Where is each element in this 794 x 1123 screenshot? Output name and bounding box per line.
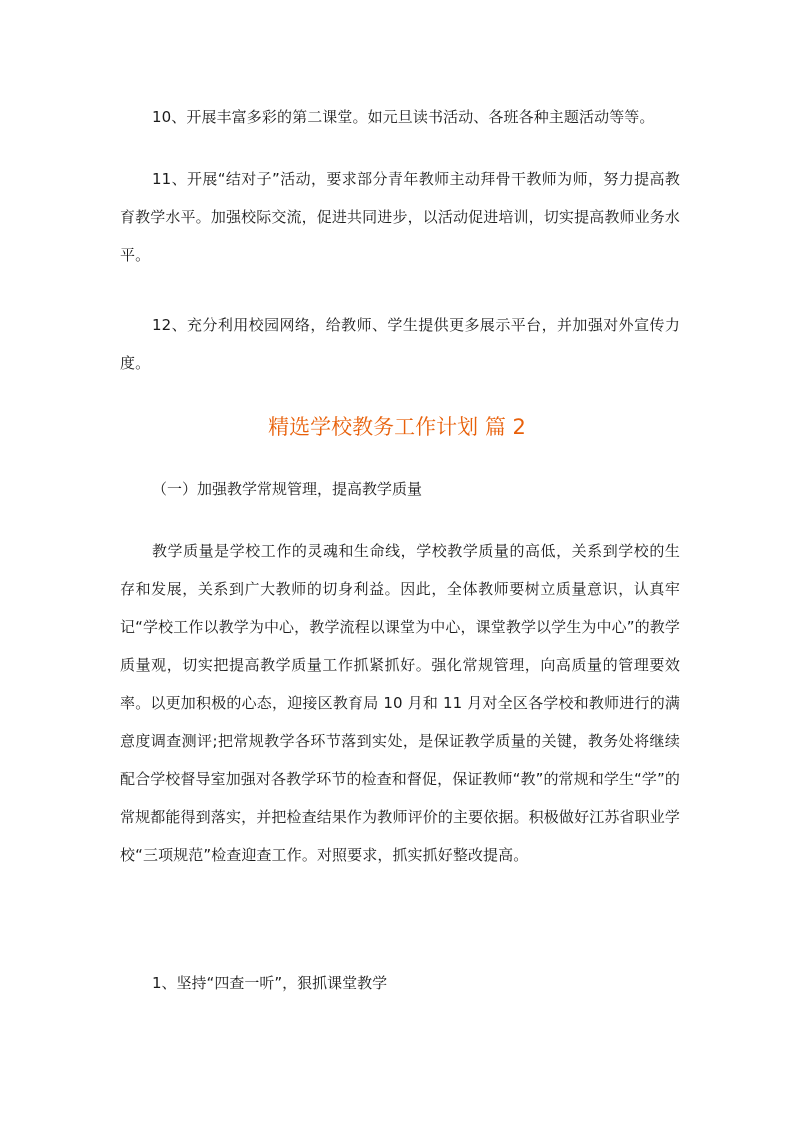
list-item-1: 1、坚持“四查一听”，狠抓课堂教学 (152, 974, 388, 992)
paragraph-11: 11、开展“结对子”活动，要求部分青年教师主动拜骨干教师为师，努力提高教育教学水平。加强校际交流，促进共同进步，以活动促进培训，切实提高教师业务水平。 (120, 170, 680, 264)
section-title: 精选学校教务工作计划 篇 2 (268, 415, 526, 439)
paragraph-10: 10、开展丰富多彩的第二课堂。如元旦读书活动、各班各种主题活动等等。 (152, 108, 655, 126)
body-paragraph: 教学质量是学校工作的灵魂和生命线，学校教学质量的高低，关系到学校的生存和发展，关系到广大教师的切身利益。因此，全体教师要树立质量意识，认真牢记“学校工作以教学为中心，教学流程以课堂为中心，课堂教学以学生为中心”的教学质量观，切实把提高教学质量工作抓紧抓好。强化常规管理，向高质量的管理要效率。以更加积极的心态，迎接区教育局 10 月和 11 月对全区各学校和教师进行的满意度调查测评;把常规教学各环节落到实处，是保证教学质量的关键，教务处将继续配合学校督导室加强对各教学环节的检查和督促，保证教师“教”的常规和学生“学”的常规都能得到落实，并把检查结果作为教师评价的主要依据。积极做好江苏省职业学校“三项规范”检查迎查工作。对照要求，抓实抓好整改提高。 (120, 542, 680, 864)
paragraph-12: 12、充分利用校园网络，给教师、学生提供更多展示平台，并加强对外宣传力度。 (120, 316, 680, 372)
sub-title: （一）加强教学常规管理，提高教学质量 (152, 480, 423, 498)
